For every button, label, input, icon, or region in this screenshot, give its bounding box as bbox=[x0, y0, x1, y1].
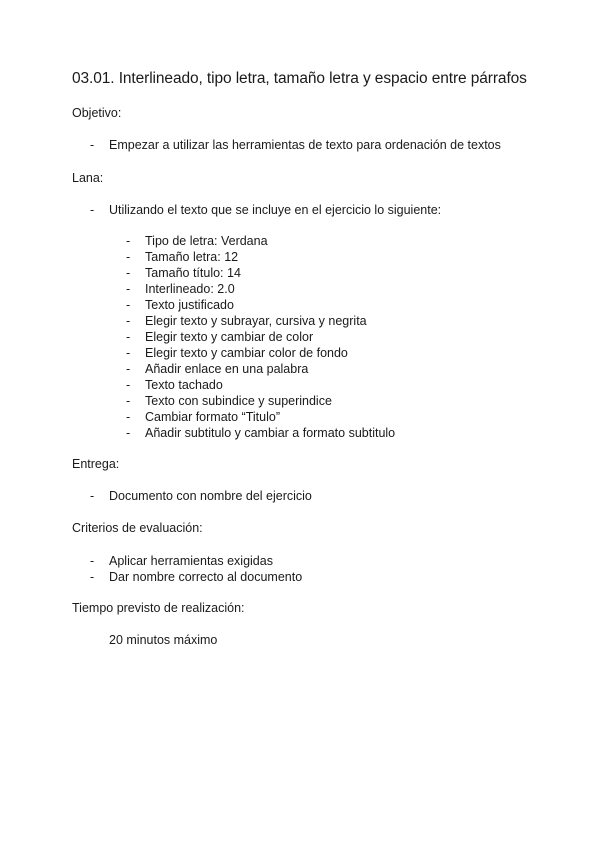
bullet-dash: - bbox=[126, 298, 131, 312]
bullet-dash: - bbox=[126, 394, 131, 408]
bullet-dash: - bbox=[126, 378, 131, 392]
bullet-dash: - bbox=[126, 330, 131, 344]
bullet-dash: - bbox=[90, 570, 95, 584]
bullet-dash: - bbox=[126, 282, 131, 296]
list-item-text: Utilizando el texto que se incluye en el ejercicio lo siguiente: bbox=[109, 203, 442, 217]
list-item-text: Cambiar formato “Titulo” bbox=[145, 410, 280, 424]
bullet-dash: - bbox=[126, 410, 131, 424]
bullet-dash: - bbox=[126, 234, 131, 248]
list-item-text: Elegir texto y subrayar, cursiva y negrita bbox=[145, 314, 367, 328]
list-item-text: Empezar a utilizar las herramientas de texto para ordenación de textos bbox=[109, 138, 501, 152]
bullet-dash: - bbox=[126, 346, 131, 360]
list-item-text: Tamaño letra: 12 bbox=[145, 250, 239, 264]
list-item-text: Elegir texto y cambiar color de fondo bbox=[145, 346, 348, 360]
bullet-dash: - bbox=[90, 138, 95, 152]
bullet-dash: - bbox=[126, 266, 131, 280]
bullet-dash: - bbox=[126, 250, 131, 264]
bullet-dash: - bbox=[90, 554, 95, 568]
list-item-text: Tipo de letra: Verdana bbox=[145, 234, 268, 248]
list-item-text: Añadir subtitulo y cambiar a formato subtitulo bbox=[145, 426, 396, 440]
tiempo-value: 20 minutos máximo bbox=[109, 633, 218, 647]
list-item-text: Dar nombre correcto al documento bbox=[109, 570, 303, 584]
bullet-dash: - bbox=[126, 426, 131, 440]
bullet-dash: - bbox=[126, 362, 131, 376]
bullet-dash: - bbox=[90, 203, 95, 217]
list-item-text: Aplicar herramientas exigidas bbox=[109, 554, 273, 568]
lana-heading: Lana: bbox=[72, 171, 104, 185]
list-item-text: Documento con nombre del ejercicio bbox=[109, 489, 312, 503]
list-item-text: Elegir texto y cambiar de color bbox=[145, 330, 314, 344]
list-item-text: Texto justificado bbox=[145, 298, 234, 312]
list-item-text: Tamaño título: 14 bbox=[145, 266, 241, 280]
list-item-text: Texto con subindice y superindice bbox=[145, 394, 332, 408]
tiempo-heading: Tiempo previsto de realización: bbox=[72, 601, 245, 615]
list-item-text: Texto tachado bbox=[145, 378, 223, 392]
entrega-heading: Entrega: bbox=[72, 457, 120, 471]
bullet-dash: - bbox=[126, 314, 131, 328]
objetivo-heading: Objetivo: bbox=[72, 106, 122, 120]
criterios-heading: Criterios de evaluación: bbox=[72, 521, 203, 535]
list-item-text: Interlineado: 2.0 bbox=[145, 282, 235, 296]
list-item-text: Añadir enlace en una palabra bbox=[145, 362, 309, 376]
bullet-dash: - bbox=[90, 489, 95, 503]
page-title: 03.01. Interlineado, tipo letra, tamaño letra y espacio entre párrafos bbox=[72, 70, 527, 87]
